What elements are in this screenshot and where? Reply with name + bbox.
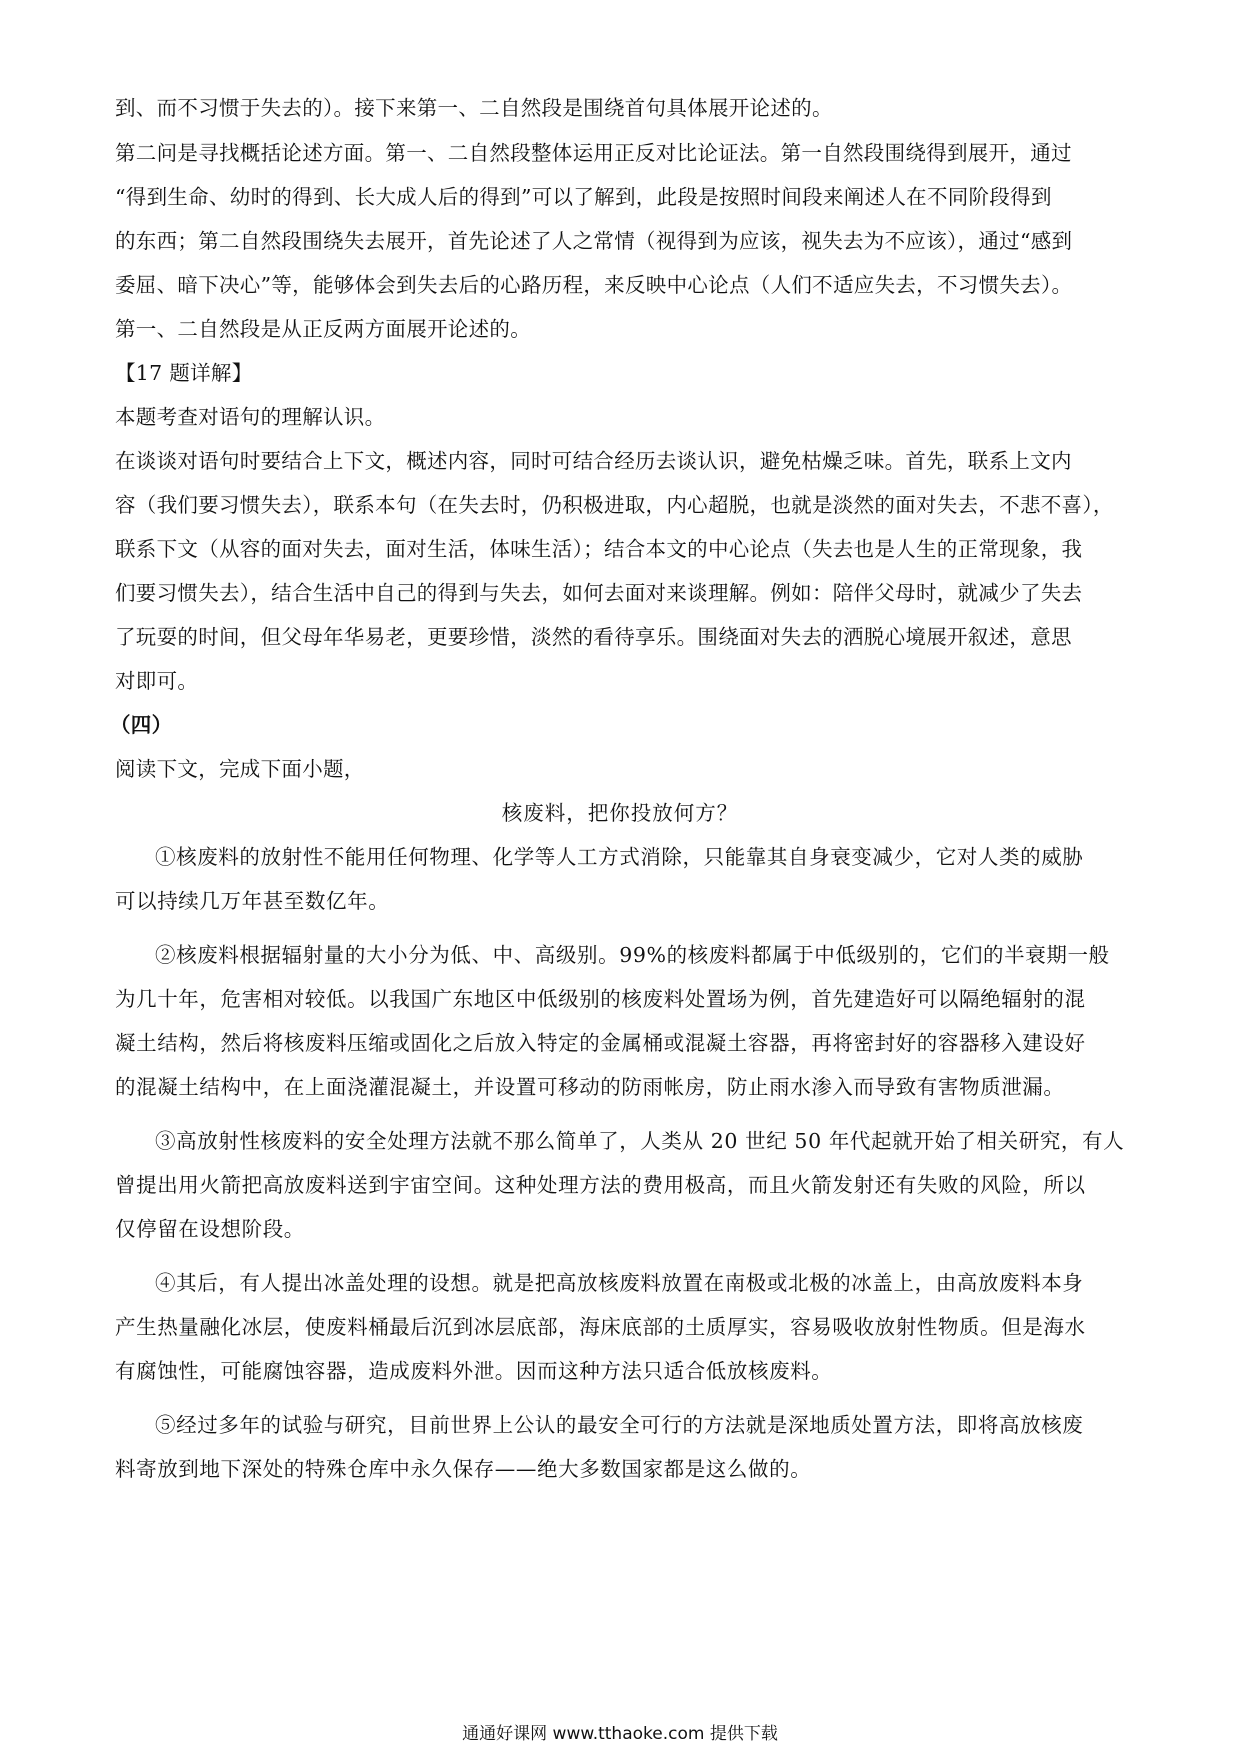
article-paragraph-line: 可以持续几万年甚至数亿年。 (115, 889, 390, 913)
article-paragraph-line: ④其后，有人提出冰盖处理的设想。就是把高放核废料放置在南极或北极的冰盖上，由高放废料本身 (155, 1271, 1084, 1295)
answer-text-line: 第一、二自然段是从正反两方面展开论述的。 (115, 317, 531, 341)
article-paragraph-line: 曾提出用火箭把高放废料送到宇宙空间。这种处理方法的费用极高，而且火箭发射还有失败的风险，所以 (115, 1173, 1086, 1197)
answer-text-line: 第二问是寻找概括论述方面。第一、二自然段整体运用正反对比论证法。第一自然段围绕得到展开，通过 (115, 141, 1072, 165)
article-paragraph-line: 有腐蚀性，可能腐蚀容器，造成废料外泄。因而这种方法只适合低放核废料。 (115, 1359, 833, 1383)
footer-text: 通通好课网 www.tthaoke.com 提供下载 (462, 1724, 778, 1744)
answer-text-line: 在谈谈对语句时要结合上下文，概述内容，同时可结合经历去谈认识，避免枯燥乏味。首先，联系上文内 (115, 449, 1072, 473)
article-paragraph-line: 仅停留在设想阶段。 (115, 1217, 305, 1241)
answer-text-line: 本题考查对语句的理解认识。 (115, 405, 386, 429)
article-paragraph-line: ②核废料根据辐射量的大小分为低、中、高级别。99%的核废料都属于中低级别的，它们的半衰期一般 (155, 943, 1110, 967)
section-heading: （四） (110, 713, 173, 737)
answer-text-line: 联系下文（从容的面对失去，面对生活，体味生活）；结合本文的中心论点（失去也是人生的正常现象，我 (115, 537, 1083, 561)
article-paragraph-line: ③高放射性核废料的安全处理方法就不那么简单了，人类从 20 世纪 50 年代起就开始了相关研究，有人 (155, 1129, 1125, 1153)
answer-text-line: 委屈、暗下决心”等，能够体会到失去后的心路历程，来反映中心论点（人们不适应失去，不习惯失去）。 (115, 273, 1073, 297)
instruction-text: 阅读下文，完成下面小题， (115, 757, 365, 781)
article-title: 核废料，把你投放何方？ (501, 801, 739, 825)
answer-text-line: 到、而不习惯于失去的）。接下来第一、二自然段是围绕首句具体展开论述的。 (115, 96, 833, 120)
answer-text-line: 容（我们要习惯失去），联系本句（在失去时，仍积极进取，内心超脱，也就是淡然的面对失去，不悲不喜）， (115, 493, 1114, 517)
answer-text-line: “得到生命、幼时的得到、长大成人后的得到”可以了解到，此段是按照时间段来阐述人在不同阶段得到 (115, 185, 1052, 209)
q17-heading: 【17 题详解】 (115, 361, 253, 385)
article-paragraph-line: ①核废料的放射性不能用任何物理、化学等人工方式消除，只能靠其自身衰变减少，它对人类的威胁 (155, 845, 1084, 869)
answer-text-line: 的东西；第二自然段围绕失去展开，首先论述了人之常情（视得到为应该，视失去为不应该），通过“感到 (115, 229, 1073, 253)
article-paragraph-line: 为几十年，危害相对较低。以我国广东地区中低级别的核废料处置场为例，首先建造好可以隔绝辐射的混 (115, 987, 1086, 1011)
answer-text-line: 了玩耍的时间，但父母年华易老，更要珍惜，淡然的看待享乐。围绕面对失去的洒脱心境展开叙述，意思 (115, 625, 1072, 649)
answer-text-line: 们要习惯失去），结合生活中自己的得到与失去，如何去面对来谈理解。例如：陪伴父母时，就减少了失去 (115, 581, 1083, 605)
article-paragraph-line: 料寄放到地下深处的特殊仓库中永久保存——绝大多数国家都是这么做的。 (115, 1457, 812, 1481)
article-paragraph-line: 凝土结构，然后将核废料压缩或固化之后放入特定的金属桶或混凝土容器，再将密封好的容器移入建设好 (115, 1031, 1086, 1055)
answer-text-line: 对即可。 (115, 669, 199, 693)
article-paragraph-line: 的混凝土结构中，在上面浇灌混凝土，并设置可移动的防雨帐房，防止雨水渗入而导致有害物质泄漏。 (115, 1075, 1065, 1099)
article-paragraph-line: ⑤经过多年的试验与研究，目前世界上公认的最安全可行的方法就是深地质处置方法，即将高放核废 (155, 1413, 1084, 1437)
article-paragraph-line: 产生热量融化冰层，使废料桶最后沉到冰层底部，海床底部的土质厚实，容易吸收放射性物质。但是海水 (115, 1315, 1086, 1339)
